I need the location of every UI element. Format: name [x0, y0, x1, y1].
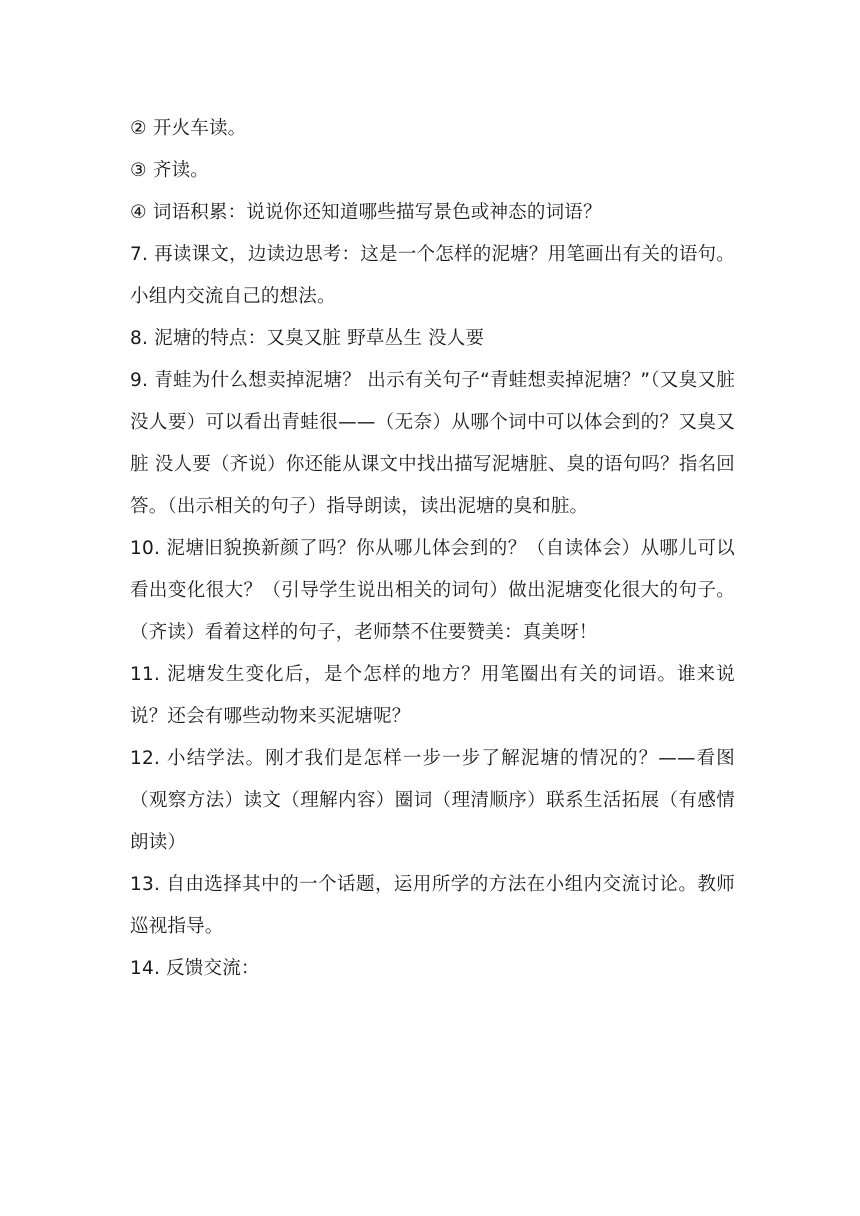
document-body	[130, 108, 735, 990]
item-9: 9. 青蛙为什么想卖掉泥塘？ 出示有关句子“青蛙想卖掉泥塘？”（又臭又脏 没人要）可以看出青蛙很——（无奈）从哪个词中可以体会到的？又臭又脏 没人要（齐说）你还能从课文中找出描写泥塘脏、臭的语句吗？指名回答。（出示相关的句子）指导朗读，读出泥塘的臭和脏。	[130, 370, 735, 517]
item-14: 14. 反馈交流：	[130, 958, 260, 979]
item-13: 13. 自由选择其中的一个话题，运用所学的方法在小组内交流讨论。教师巡视指导。	[130, 874, 735, 937]
step-vocabulary: ④ 词语积累：说说你还知道哪些描写景色或神态的词语？	[130, 202, 602, 223]
step-read-together: ③ 齐读。	[130, 160, 209, 181]
item-10: 10. 泥塘旧貌换新颜了吗？你从哪儿体会到的？（自读体会）从哪儿可以看出变化很大？（引导学生说出相关的词句）做出泥塘变化很大的句子。（齐读）看着这样的句子，老师禁不住要赞美：真美呀！	[130, 538, 735, 643]
step-read-by-train: ② 开火车读。	[130, 118, 247, 139]
item-7: 7. 再读课文，边读边思考：这是一个怎样的泥塘？用笔画出有关的语句。小组内交流自己的想法。	[130, 244, 735, 307]
item-8: 8. 泥塘的特点：又臭又脏 野草丛生 没人要	[130, 328, 485, 349]
item-12: 12. 小结学法。刚才我们是怎样一步一步了解泥塘的情况的？——看图（观察方法）读文（理解内容）圈词（理清顺序）联系生活拓展（有感情朗读）	[130, 748, 735, 853]
item-11: 11. 泥塘发生变化后，是个怎样的地方？用笔圈出有关的词语。谁来说说？还会有哪些动物来买泥塘呢？	[130, 664, 735, 727]
